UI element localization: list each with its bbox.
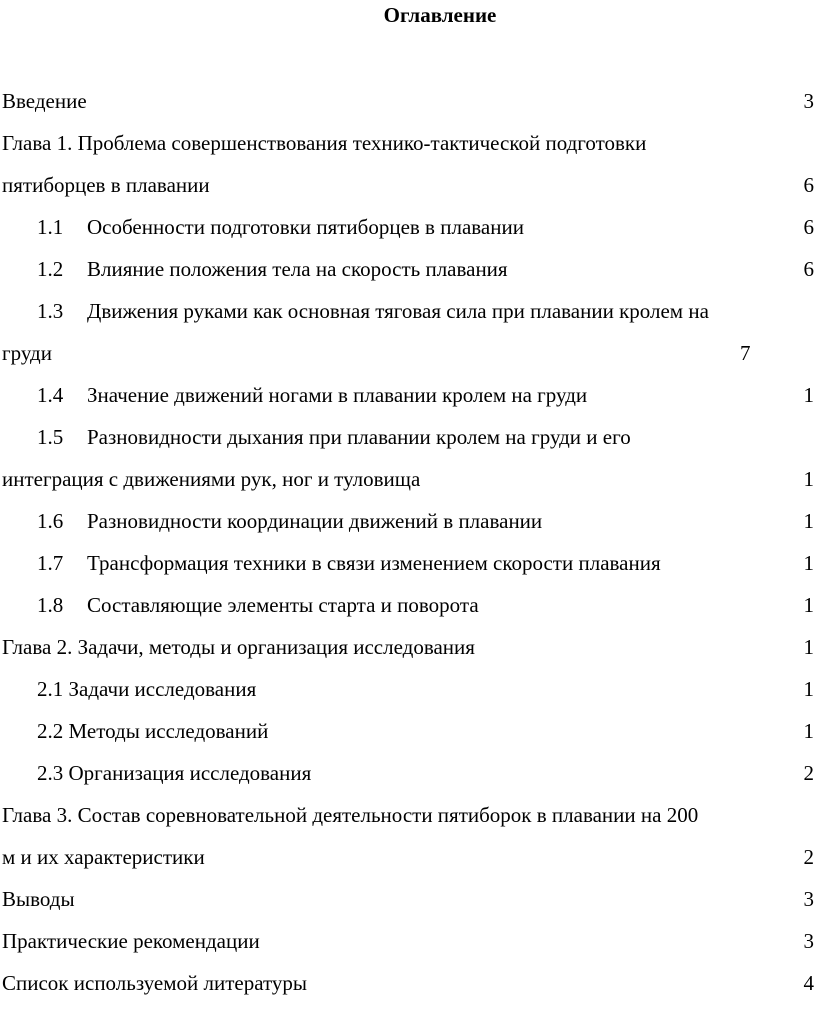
toc-entry-1-4 <box>37 382 587 408</box>
toc-page-number: 1 <box>803 677 814 701</box>
toc-page-number: 6 <box>803 215 814 239</box>
toc-section-title: Влияние положения тела на скорость плавания <box>87 257 508 281</box>
toc-page-number: 1 <box>803 467 814 491</box>
toc-page-number: 3 <box>803 89 814 113</box>
toc-section-number: 1.7 <box>37 551 64 575</box>
toc-entry-chapter-3-cont: м и их характеристики <box>2 845 205 869</box>
toc-title: Оглавление <box>383 3 497 27</box>
toc-entry-introduction: Введение <box>2 89 87 113</box>
toc-section-number: 1.4 <box>37 383 64 407</box>
toc-section-number: 1.1 <box>37 215 64 239</box>
toc-section-title: Разновидности дыхания при плавании кролем на груди и его <box>87 425 631 449</box>
toc-page-number: 6 <box>803 257 814 281</box>
toc-entry-1-8 <box>37 592 479 618</box>
toc-entry-references: Список используемой литературы <box>2 971 308 995</box>
toc-page-number: 1 <box>803 383 814 407</box>
toc-page-number: 1 <box>803 509 814 533</box>
toc-entry-1-7 <box>37 550 661 576</box>
toc-section-title: Особенности подготовки пятиборцев в плавании <box>87 215 524 239</box>
toc-entry-chapter-1-cont: пятиборцев в плавании <box>2 173 210 197</box>
toc-entry-1-3-cont: груди <box>2 341 52 365</box>
toc-section-number: 1.6 <box>37 509 64 533</box>
toc-entry-2-2: 2.2 Методы исследований <box>37 719 269 743</box>
toc-page-number: 6 <box>803 173 814 197</box>
toc-entry-1-5 <box>37 424 631 450</box>
toc-page-number: 1 <box>803 551 814 575</box>
toc-entry-chapter-1: Глава 1. Проблема совершенствования технико-тактической подготовки <box>2 131 647 155</box>
toc-section-title: Движения руками как основная тяговая сила при плавании кролем на <box>87 299 709 323</box>
toc-section-title: Трансформация техники в связи изменением скорости плавания <box>87 551 661 575</box>
toc-page-number: 2 <box>803 845 814 869</box>
toc-section-number: 1.2 <box>37 257 64 281</box>
toc-entry-2-3: 2.3 Организация исследования <box>37 761 312 785</box>
toc-section-title: Разновидности координации движений в плавании <box>87 509 543 533</box>
toc-entry-chapter-2: Глава 2. Задачи, методы и организация исследования <box>2 635 475 659</box>
toc-entry-conclusions: Выводы <box>2 887 75 911</box>
toc-entry-recommendations: Практические рекомендации <box>2 929 260 953</box>
toc-entry-chapter-3: Глава 3. Состав соревновательной деятельности пятиборок в плавании на 200 <box>2 803 699 827</box>
toc-entry-2-1: 2.1 Задачи исследования <box>37 677 257 701</box>
toc-page-number: 2 <box>803 761 814 785</box>
toc-section-title: Значение движений ногами в плавании кролем на груди <box>87 383 588 407</box>
toc-section-number: 1.5 <box>37 425 64 449</box>
toc-entry-1-6 <box>37 508 542 534</box>
toc-entry-1-2 <box>37 256 508 282</box>
toc-entry-1-1 <box>37 214 524 240</box>
toc-page-number: 4 <box>803 971 814 995</box>
toc-page-number: 3 <box>803 887 814 911</box>
toc-section-title: Составляющие элементы старта и поворота <box>87 593 479 617</box>
toc-page-number: 1 <box>803 635 814 659</box>
toc-page-number: 1 <box>803 719 814 743</box>
toc-entry-1-3 <box>37 298 709 324</box>
toc-page-number: 7 <box>740 341 751 365</box>
toc-page-number: 3 <box>803 929 814 953</box>
toc-page-number: 1 <box>803 593 814 617</box>
toc-section-number: 1.3 <box>37 299 64 323</box>
toc-entry-1-5-cont: интеграция с движениями рук, ног и туловища <box>2 467 421 491</box>
toc-section-number: 1.8 <box>37 593 64 617</box>
